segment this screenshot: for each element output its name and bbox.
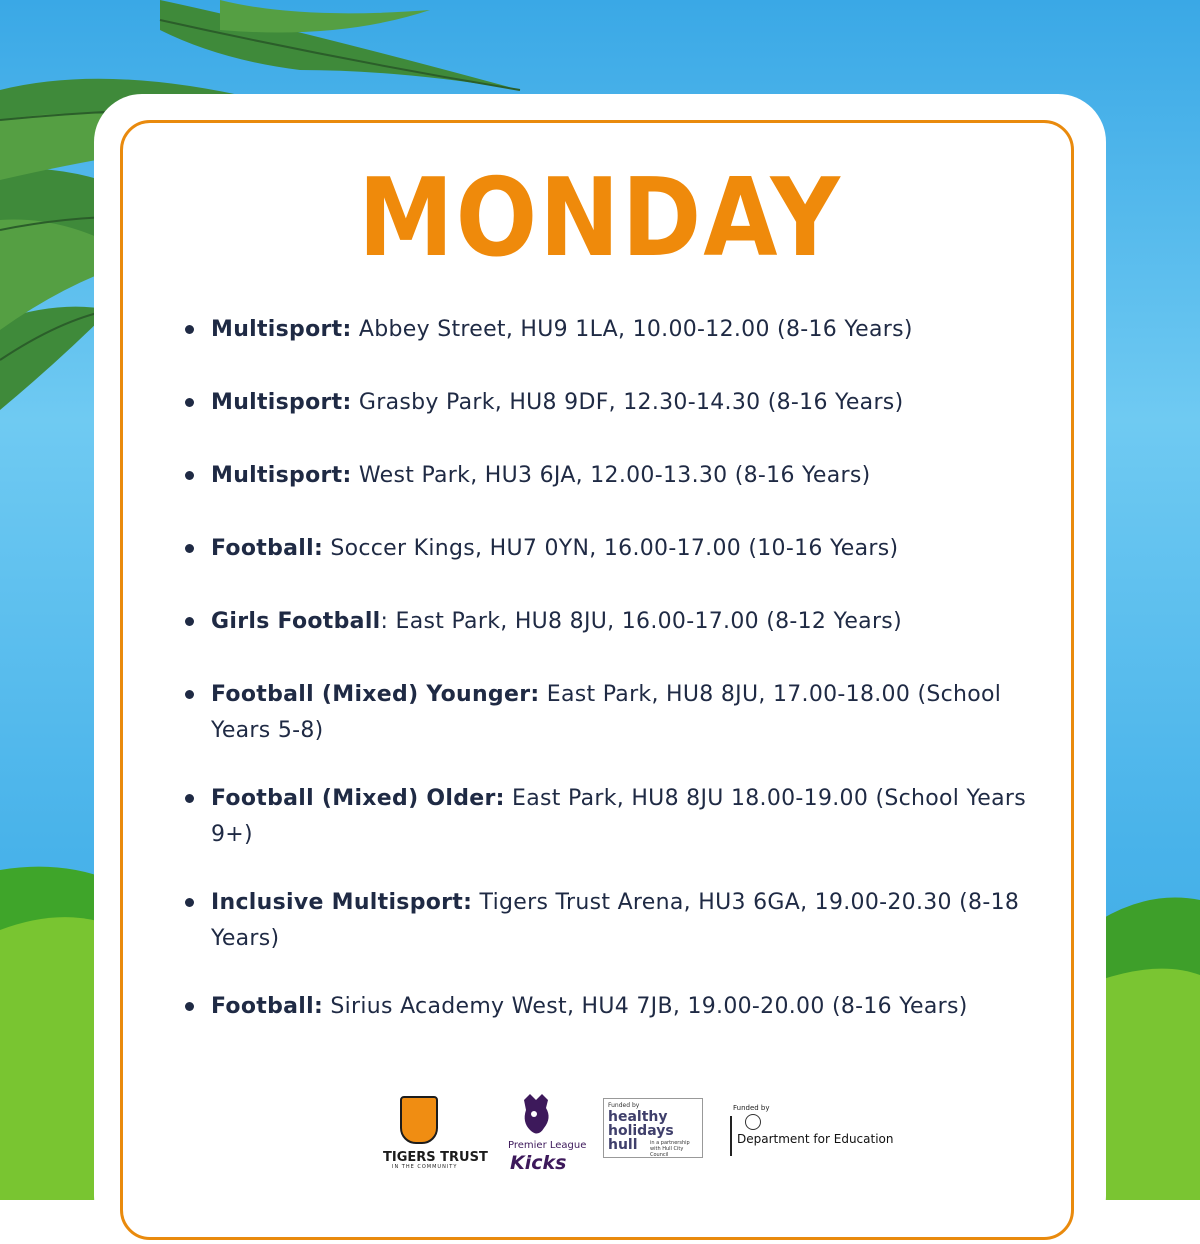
session-type: Multisport: — [211, 463, 352, 488]
day-title: MONDAY — [358, 155, 842, 281]
session-type: Multisport: — [211, 317, 352, 342]
session-type: Football: — [211, 994, 324, 1019]
session-type: Inclusive Multisport: — [211, 890, 473, 915]
kicks-text: Kicks — [510, 1152, 567, 1174]
session-detail: West Park, HU3 6JA, 12.00-13.30 (8-16 Years) — [351, 463, 871, 488]
session-type: Football (Mixed) Younger: — [211, 682, 540, 707]
hh-funded-by: Funded by — [608, 1102, 640, 1109]
tigers-trust-name: TIGERS TRUST — [383, 1150, 488, 1165]
session-detail: Grasby Park, HU8 9DF, 12.30-14.30 (8-16 Years) — [351, 390, 904, 415]
tigers-trust-sub: IN THE COMMUNITY — [392, 1164, 458, 1170]
session-detail: East Park, HU8 8JU, 17.00-18.00 (School Years 5-8) — [211, 682, 1002, 743]
session-item — [185, 677, 1035, 749]
hh-partnership: in a partnership with Hull City Council — [650, 1140, 690, 1158]
sponsor-logos — [0, 1092, 1200, 1172]
bullet — [185, 690, 194, 699]
premier-league-lion-icon — [516, 1094, 556, 1138]
session-item — [185, 385, 1035, 421]
dfe-rule — [730, 1116, 732, 1156]
session-type: Football (Mixed) Older: — [211, 786, 505, 811]
session-item — [185, 989, 1035, 1025]
session-type: Football: — [211, 536, 324, 561]
bullet — [185, 617, 194, 626]
session-detail: Tigers Trust Arena, HU3 6GA, 19.00-20.30 (8-18 Years) — [211, 890, 1020, 951]
session-detail: East Park, HU8 8JU 18.00-19.00 (School Years 9+) — [211, 786, 1027, 847]
bullet — [185, 1002, 194, 1011]
royal-crest-icon — [745, 1114, 761, 1130]
session-item — [185, 781, 1035, 853]
dfe-funded-by: Funded by — [733, 1104, 770, 1112]
session-detail: Soccer Kings, HU7 0YN, 16.00-17.00 (10-16 Years) — [323, 536, 899, 561]
session-type: Multisport: — [211, 390, 352, 415]
bullet — [185, 398, 194, 407]
bullet — [185, 794, 194, 803]
session-item — [185, 885, 1035, 957]
session-detail: Sirius Academy West, HU4 7JB, 19.00-20.00 (8-16 Years) — [323, 994, 968, 1019]
bullet — [185, 898, 194, 907]
dfe-name: Department for Education — [737, 1132, 894, 1146]
session-list — [185, 312, 1035, 1057]
session-item — [185, 458, 1035, 494]
premier-league-text: Premier League — [508, 1140, 587, 1151]
session-item — [185, 312, 1035, 348]
bullet — [185, 325, 194, 334]
session-item — [185, 604, 1035, 640]
tigers-trust-crest-icon — [400, 1096, 438, 1144]
session-type: Girls Football — [211, 609, 381, 634]
session-item — [185, 531, 1035, 567]
bullet — [185, 471, 194, 480]
session-detail: : East Park, HU8 8JU, 16.00-17.00 (8-12 Years) — [380, 609, 902, 634]
bullet — [185, 544, 194, 553]
hh-name: healthy holidays hull — [608, 1109, 674, 1153]
session-detail: Abbey Street, HU9 1LA, 10.00-12.00 (8-16 Years) — [351, 317, 913, 342]
